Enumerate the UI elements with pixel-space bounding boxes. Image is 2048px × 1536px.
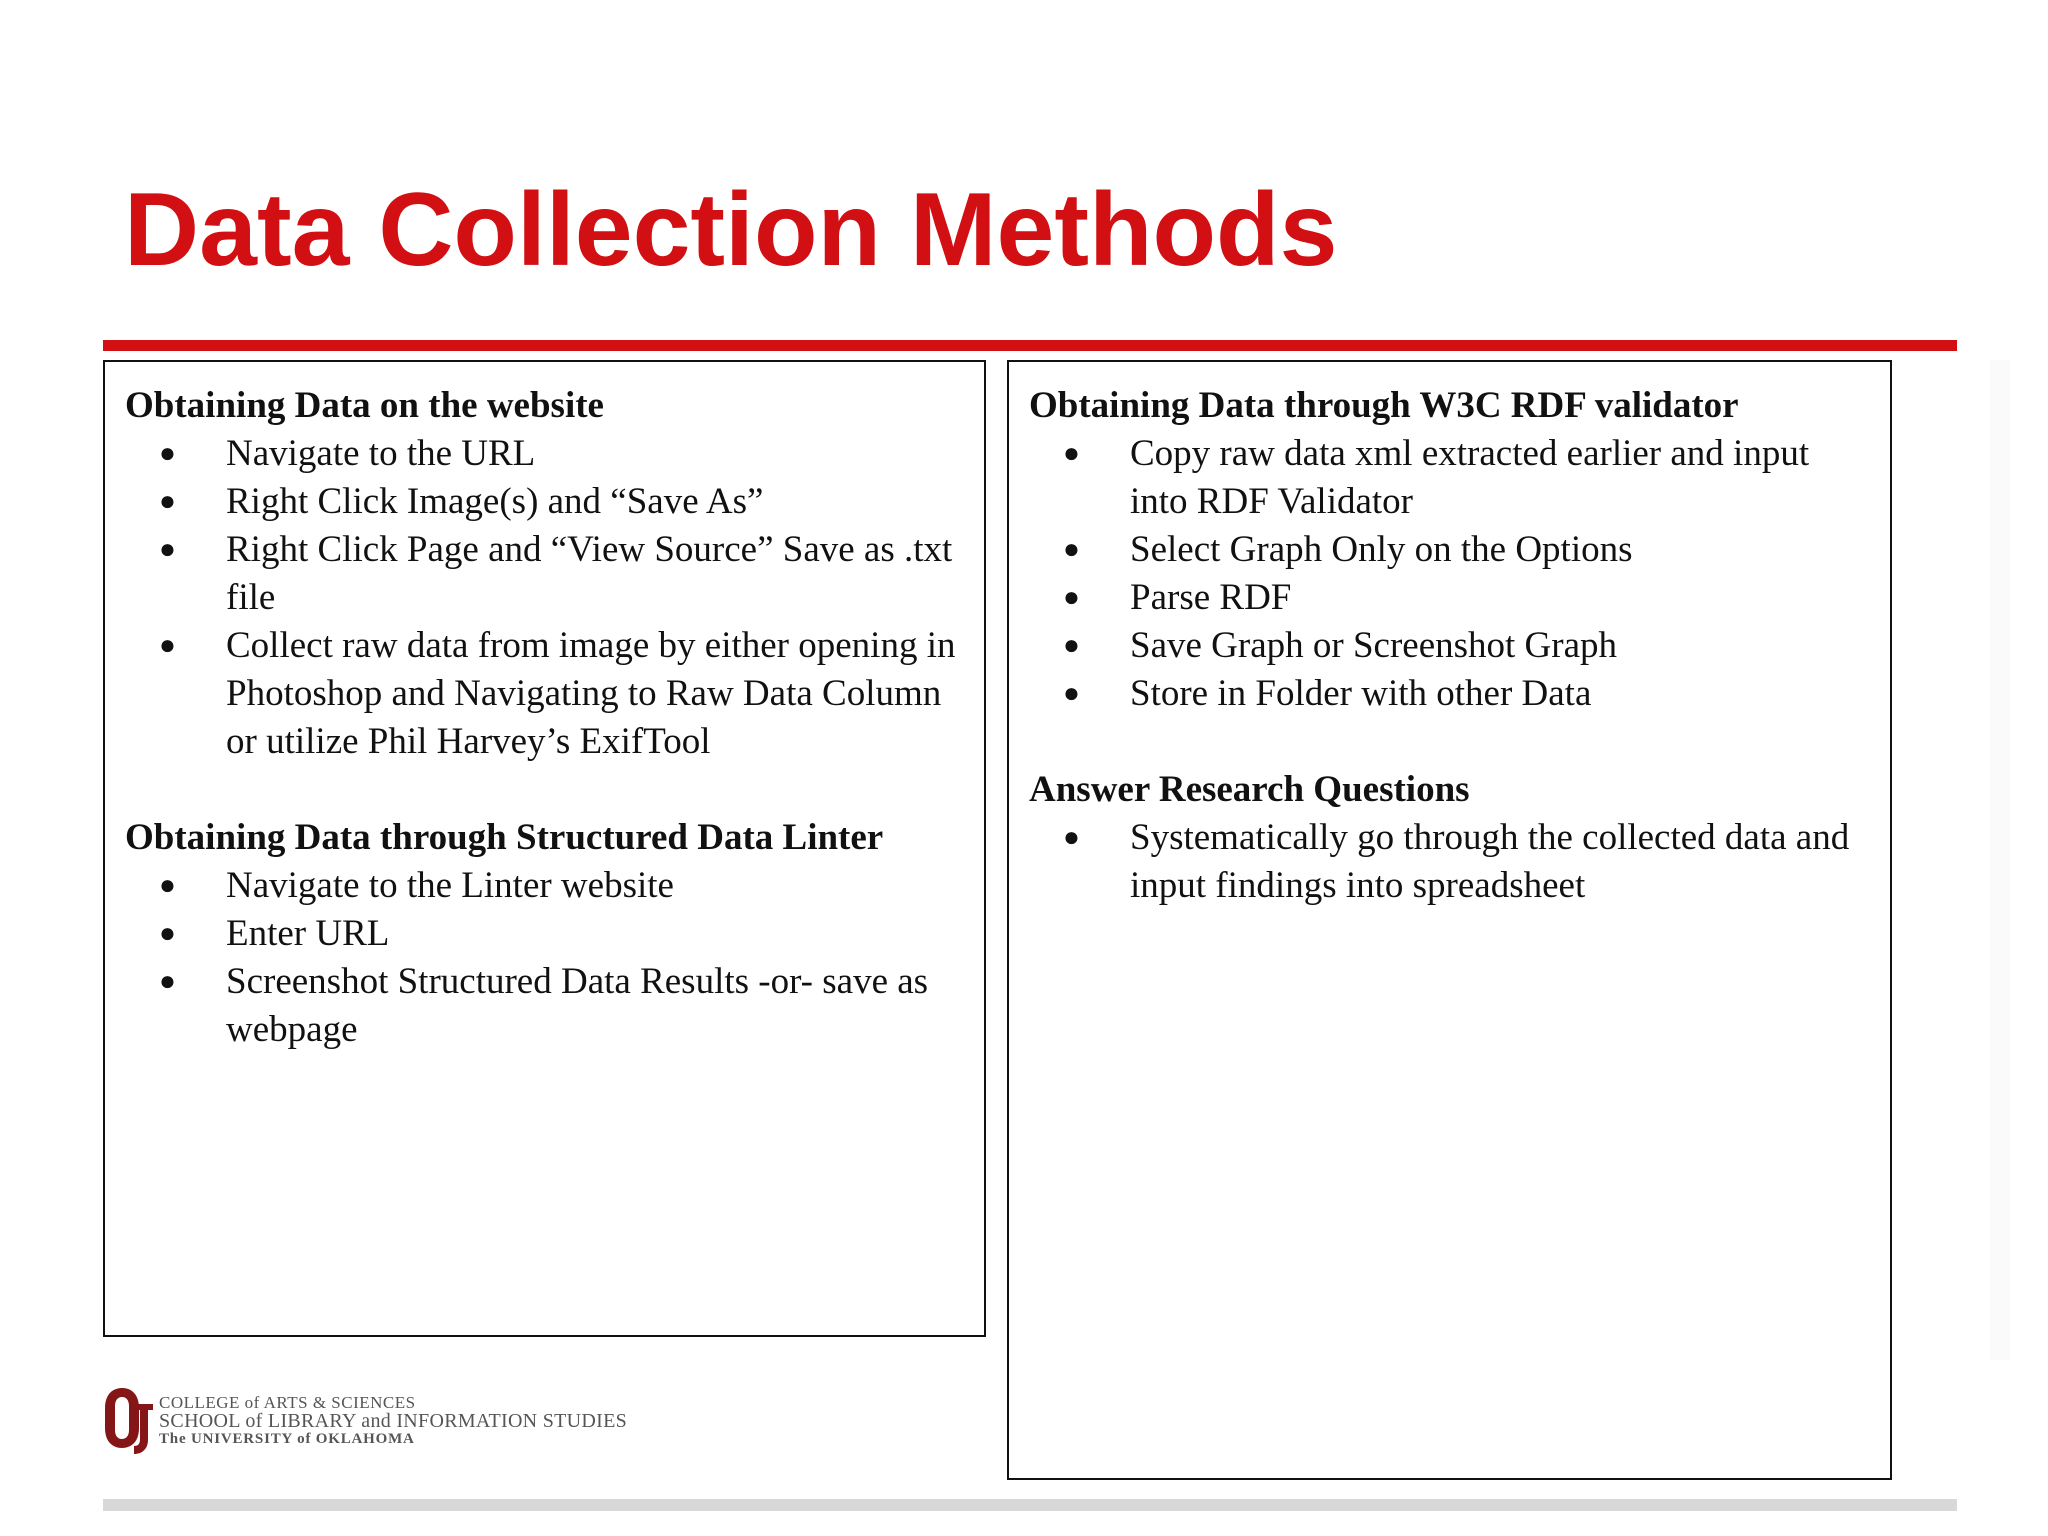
- bullet-icon: ●: [1063, 534, 1080, 565]
- list-item-text: Enter URL: [226, 913, 390, 954]
- list-item-text: Store in Folder with other Data: [1130, 673, 1592, 714]
- list-item-text: Collect raw data from image by either opening in Photoshop and Navigating to Raw Data Column or utilize Phil Harvey’s ExifTool: [226, 625, 956, 762]
- footer-bar: [103, 1499, 1957, 1511]
- bullet-icon: ●: [159, 918, 176, 949]
- bullet-icon: ●: [1063, 582, 1080, 613]
- bullet-icon: ●: [159, 870, 176, 901]
- bullet-list-rdf-validator: [1029, 430, 1870, 718]
- list-item: [125, 862, 964, 910]
- left-content-panel: [103, 360, 986, 1337]
- university-logo: [101, 1386, 628, 1456]
- list-item: [125, 478, 964, 526]
- list-item: [1029, 430, 1870, 526]
- list-item-text: Right Click Page and “View Source” Save as .txt file: [226, 529, 953, 618]
- bullet-list-linter: [125, 862, 964, 1054]
- bullet-icon: ●: [1063, 678, 1080, 709]
- bullet-icon: ●: [159, 630, 176, 661]
- bullet-list-website: [125, 430, 964, 766]
- section-spacer: [1029, 718, 1870, 766]
- right-content-panel: [1007, 360, 1892, 1480]
- list-item-text: Copy raw data xml extracted earlier and input into RDF Validator: [1130, 433, 1810, 522]
- bullet-icon: ●: [159, 486, 176, 517]
- list-item-text: Navigate to the URL: [226, 433, 536, 474]
- list-item: [1029, 814, 1870, 910]
- list-item-text: Systematically go through the collected data and input findings into spreadsheet: [1130, 817, 1850, 906]
- bullet-icon: ●: [1063, 438, 1080, 469]
- logo-wordmark: [159, 1394, 627, 1448]
- bullet-icon: ●: [159, 966, 176, 997]
- list-item-text: Screenshot Structured Data Results -or- save as webpage: [226, 961, 929, 1050]
- bullet-list-research-questions: [1029, 814, 1870, 910]
- title-divider: [103, 340, 1957, 351]
- list-item: [125, 622, 964, 766]
- list-item: [125, 430, 964, 478]
- list-item-text: Parse RDF: [1130, 577, 1292, 618]
- list-item-text: Save Graph or Screenshot Graph: [1130, 625, 1618, 666]
- section-heading-research-questions: Answer Research Questions: [1029, 769, 1470, 810]
- list-item: [1029, 526, 1870, 574]
- section-heading-linter: Obtaining Data through Structured Data Linter: [125, 817, 884, 858]
- list-item: [125, 910, 964, 958]
- section-heading-rdf-validator: Obtaining Data through W3C RDF validator: [1029, 385, 1739, 426]
- right-edge-shading: [1990, 360, 2010, 1360]
- logo-college-name: COLLEGE of ARTS & SCIENCES: [159, 1393, 416, 1412]
- list-item-text: Navigate to the Linter website: [226, 865, 674, 906]
- slide-title: Data Collection Methods: [124, 172, 1338, 288]
- bullet-icon: ●: [159, 534, 176, 565]
- list-item: [1029, 622, 1870, 670]
- list-item: [125, 526, 964, 622]
- logo-school-name: SCHOOL of LIBRARY and INFORMATION STUDIES: [159, 1410, 628, 1432]
- list-item-text: Right Click Image(s) and “Save As”: [226, 481, 764, 522]
- bullet-icon: ●: [1063, 630, 1080, 661]
- list-item: [125, 958, 964, 1054]
- list-item: [1029, 670, 1870, 718]
- logo-university-name: The UNIVERSITY of OKLAHOMA: [159, 1431, 415, 1447]
- section-heading-website: Obtaining Data on the website: [125, 385, 604, 426]
- list-item: [1029, 574, 1870, 622]
- list-item-text: Select Graph Only on the Options: [1130, 529, 1633, 570]
- section-spacer: [125, 766, 964, 814]
- ou-logo-icon: [101, 1386, 159, 1456]
- bullet-icon: ●: [159, 438, 176, 469]
- bullet-icon: ●: [1063, 822, 1080, 853]
